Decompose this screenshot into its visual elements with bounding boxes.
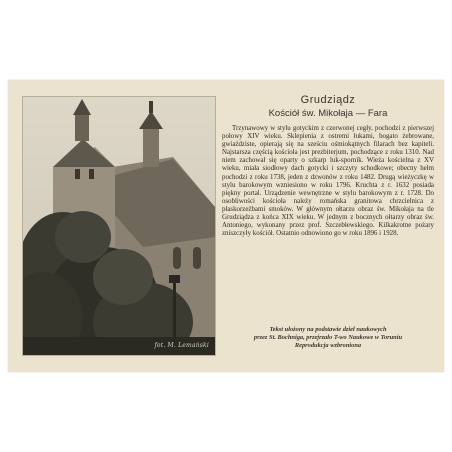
photo-credit: fot. M. Lemański bbox=[154, 342, 209, 349]
church-title: Kościół św. Mikołaja — Fara bbox=[268, 108, 388, 119]
description-column bbox=[222, 94, 434, 238]
footer-line-1: Tekst ułożony na podstawie dzieł naukowych bbox=[269, 326, 387, 333]
postcard bbox=[8, 80, 444, 372]
footer-line-3: Reprodukcja wzbroniona bbox=[294, 342, 362, 349]
church-photo-image bbox=[23, 97, 215, 355]
footer-note bbox=[222, 326, 434, 350]
description-text: Trzynawowy w stylu gotyckim z czerwonej cegły, pochodzi z pierwszej połowy XIV wieku. Sklepienia z ostremi łukami, bogato żebrowane, gwiaździste, opierają się na sześciu ośmiokątnych filarach bez kapiteli. Najstarsza częścią kościoła jest prezbiterjum, pochodzące z roku 1310. Nad niem zachował się oparty o szkarp luk-sporník. Wieża kościelna z XV wieku, miała siodłowy dach gotycki i szczyty schodkowe; obecny hełm pochodzi z roku 1738, jeden z dzwonów z roku 1482. Drugą wieżyczkę w stylu barokowym wzniesiono w roku 1796. Kruchta z r. 1632 posiada piękny portal. Urządzenie wewnętrzne w stylu barokowym z r. 1728. Do osobliwości kościoła należy romańska granitowa chrzcielnica z płaskorzeźbami smoków. W głównym ołtarzu obraz św. Mikołaja na tle Grudziądza z końca XIX wieku. W jednym z bocznych ołtarzy obraz św. Antoniego, wykonany przez prof. Szczebłewskiego. Kilkakrotne pożary zniszczyły kościół. Ostatnio odnowiono go w roku 1896 i 1928. bbox=[222, 125, 434, 238]
footer-line-2: przez St. Bochniga, przejrzało T-wo Naukowe w Toruniu bbox=[253, 334, 403, 341]
city-title: Grudziądz bbox=[300, 94, 356, 106]
church-photo bbox=[22, 96, 216, 356]
